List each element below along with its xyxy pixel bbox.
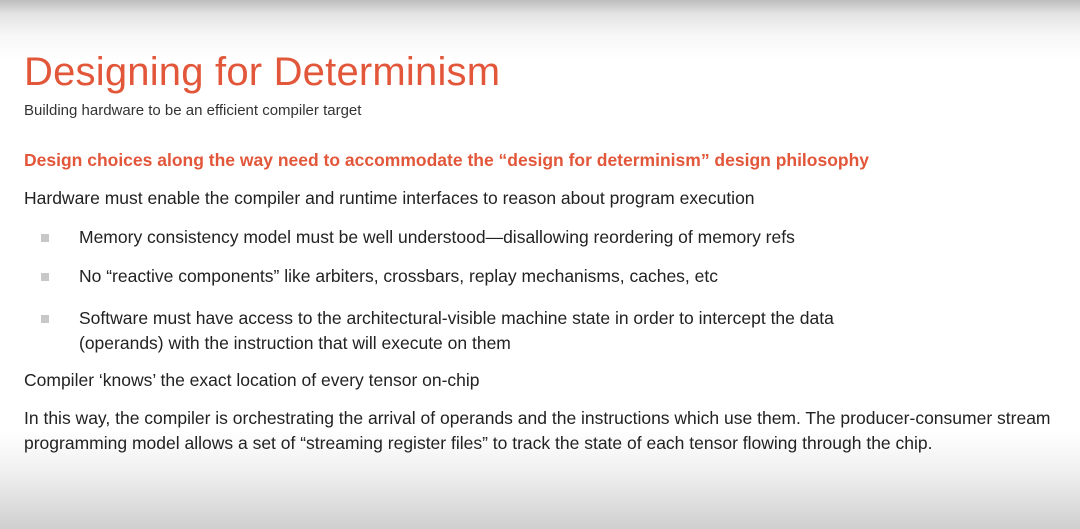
slide-title: Designing for Determinism — [24, 50, 501, 94]
highlight-statement: Design choices along the way need to accommodate the “design for determinism” design philosophy — [24, 150, 870, 170]
paragraph-orchestration: In this way, the compiler is orchestrating the arrival of operands and the instructions which use them. The producer-consumer stream programming model allows a set of “streaming register files” to track the state of each tensor flowing through the chip. — [24, 408, 1051, 453]
bullet-text: Software must have access to the architectural-visible machine state in order to intercept the data (operands) with the instruction that will execute on them — [79, 308, 834, 353]
bullet-text: No “reactive components” like arbiters, crossbars, replay mechanisms, caches, etc — [79, 266, 718, 286]
paragraph-hardware: Hardware must enable the compiler and runtime interfaces to reason about program execution — [24, 188, 755, 208]
square-bullet-icon — [41, 273, 49, 281]
bullet-text: Memory consistency model must be well understood—disallowing reordering of memory refs — [79, 227, 795, 247]
square-bullet-icon — [41, 234, 49, 242]
square-bullet-icon — [41, 315, 49, 323]
slide-subtitle: Building hardware to be an efficient compiler target — [24, 102, 362, 119]
paragraph-compiler-knows: Compiler ‘knows’ the exact location of every tensor on-chip — [24, 370, 480, 390]
